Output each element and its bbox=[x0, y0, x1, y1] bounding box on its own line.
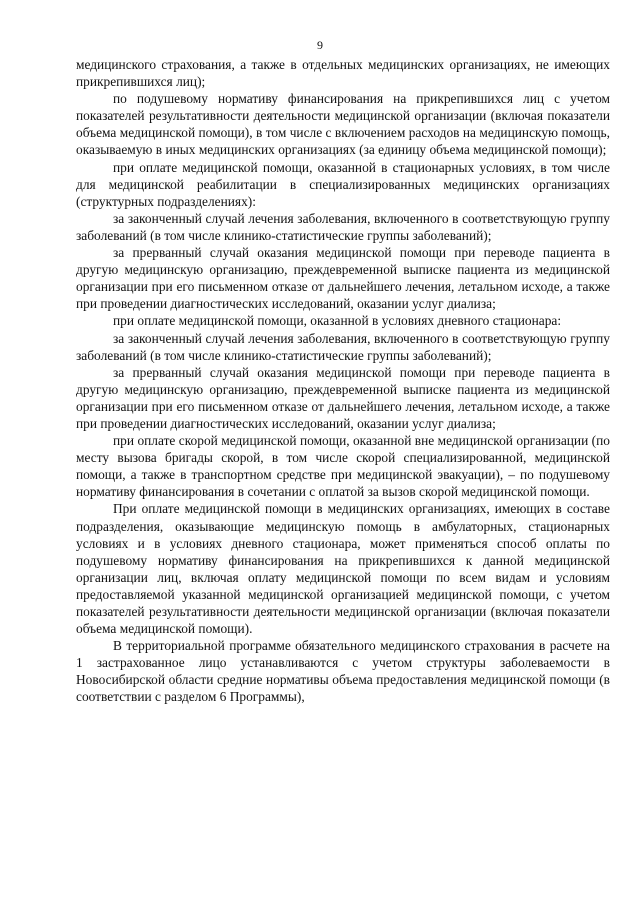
paragraph-7: за законченный случай лечения заболевания, включенного в соответствующую группу заболеваний (в том числе клинико-статистические группы заболеваний); bbox=[76, 330, 610, 363]
paragraph-2: по подушевому нормативу финансирования на прикрепившихся лиц с учетом показателей результативности деятельности медицинской организации (включая показатели объема медицинской помощи), в том числе с включением расходов на медицинскую помощь, оказываемую в иных медицинских организациях (за единицу объема медицинской помощи); bbox=[76, 91, 610, 158]
paragraph-5: за прерванный случай оказания медицинской помощи при переводе пациента в другую медицинскую организацию, преждевременной выписке пациента из медицинской организации при его письменном отказе от дальнейшего лечения, летальном исходе, а также при проведении диагностических исследований, оказании услуг диализа; bbox=[76, 245, 610, 312]
document-body bbox=[76, 56, 610, 706]
paragraph-1: медицинского страхования, а также в отдельных медицинских организациях, не имеющих прикрепившихся лиц); bbox=[76, 57, 610, 90]
paragraph-3: при оплате медицинской помощи, оказанной в стационарных условиях, в том числе для медицинской реабилитации в специализированных медицинских организациях (структурных подразделениях): bbox=[76, 159, 610, 209]
paragraph-4: за законченный случай лечения заболевания, включенного в соответствующую группу заболеваний (в том числе клинико-статистические группы заболеваний); bbox=[76, 210, 610, 243]
paragraph-6: при оплате медицинской помощи, оказанной в условиях дневного стационара: bbox=[113, 313, 562, 329]
paragraph-11: В территориальной программе обязательного медицинского страхования в расчете на 1 застрахованное лицо устанавливаются с учетом структуры заболеваемости в Новосибирской области средние нормативы объема предоставления медицинской помощи (в соответствии с разделом 6 Программы), bbox=[76, 638, 610, 705]
page-number: 9 bbox=[317, 38, 323, 52]
paragraph-10: При оплате медицинской помощи в медицинских организациях, имеющих в составе подразделения, оказывающие медицинскую помощь в амбулаторных, стационарных условиях и в условиях дневного стационара, может применяться способ оплаты по подушевому нормативу финансирования на прикрепившихся к данной медицинской организации лиц, включая оплату медицинской помощи по всем видам и условиям предоставляемой указанной медицинской организацией медицинской помощи, с учетом показателей результативности деятельности медицинской организации (включая показатели объема медицинской помощи). bbox=[76, 501, 610, 637]
paragraph-8: за прерванный случай оказания медицинской помощи при переводе пациента в другую медицинскую организацию, преждевременной выписке пациента из медицинской организации при его письменном отказе от дальнейшего лечения, летальном исходе, а также при проведении диагностических исследований, оказании услуг диализа; bbox=[76, 364, 610, 431]
paragraph-9: при оплате скорой медицинской помощи, оказанной вне медицинской организации (по месту вызова бригады скорой, в том числе скорой специализированной, медицинской помощи, а также в транспортном средстве при медицинской эвакуации), – по подушевому нормативу финансирования в сочетании с оплатой за вызов скорой медицинской помощи. bbox=[76, 433, 610, 500]
